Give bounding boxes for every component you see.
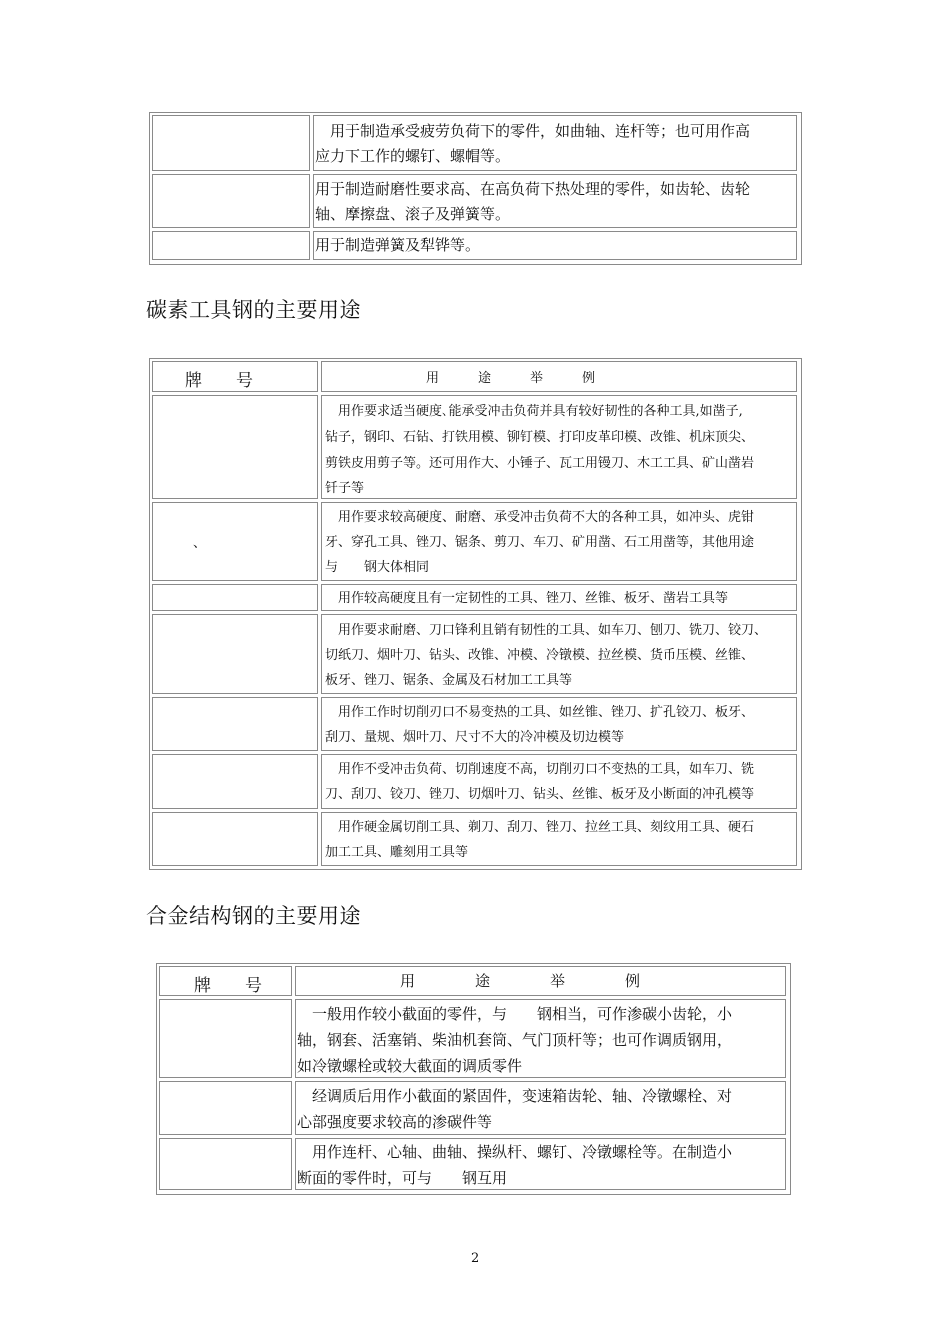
table-2-grade-cell-2 bbox=[152, 502, 318, 581]
header-grade-label: 牌 号 bbox=[185, 371, 253, 391]
table-1-use-cell-3 bbox=[313, 231, 797, 260]
table-1-use-cell-2 bbox=[313, 174, 797, 228]
use-line: 用作要求耐磨、刀口锋利且销有韧性的工具、如车刀、刨刀、铣刀、铰刀、 bbox=[325, 623, 768, 638]
use-line: 加工工具、雕刻用工具等 bbox=[325, 845, 469, 860]
table-1-grade-cell-1 bbox=[152, 115, 310, 171]
use-line: 用作要求适当硬度､能承受冲击负荷并具有较好韧性的各种工具,如凿子, bbox=[325, 404, 743, 419]
table-2-use-cell-4 bbox=[321, 614, 797, 694]
table-3-grade-cell-1 bbox=[159, 999, 292, 1078]
use-line: 心部强度要求较高的渗碳件等 bbox=[297, 1113, 493, 1131]
header-use-label: 用 途 举 例 bbox=[426, 371, 596, 386]
use-line: 用于制造弹簧及犁铧等。 bbox=[315, 236, 481, 254]
table-2-grade-cell-7 bbox=[152, 812, 318, 866]
use-line: 用作较高硬度且有一定韧性的工具、锉刀、丝锥、板牙、凿岩工具等 bbox=[325, 591, 729, 606]
table-2-use-cell-5 bbox=[321, 697, 797, 751]
use-line: 轴、摩擦盘、滚子及弹簧等。 bbox=[315, 205, 511, 223]
use-line: 牙、穿孔工具、锉刀、锯条、剪刀、车刀、矿用凿、石工用凿等，其他用途 bbox=[325, 535, 755, 550]
grade-text: 、 bbox=[193, 536, 207, 551]
table-2-grade-cell-5 bbox=[152, 697, 318, 751]
table-2-grade-cell-6 bbox=[152, 754, 318, 809]
use-line: 轴，钢套、活塞销、柴油机套筒、气门顶杆等；也可作调质钢用， bbox=[297, 1031, 733, 1049]
table-3-grade-cell-3 bbox=[159, 1138, 292, 1190]
table-2-grade-cell-1 bbox=[152, 395, 318, 499]
use-line: 板牙、锉刀、锯条、金属及石材加工工具等 bbox=[325, 673, 573, 688]
table-2-header-grade bbox=[152, 361, 318, 392]
use-line: 用于制造耐磨性要求高、在高负荷下热处理的零件，如齿轮、齿轮 bbox=[315, 180, 751, 198]
table-1-grade-cell-2 bbox=[152, 174, 310, 228]
use-line: 如冷镦螺栓或较大截面的调质零件 bbox=[297, 1057, 523, 1075]
table-2-use-cell-6 bbox=[321, 754, 797, 809]
use-line: 钎子等 bbox=[325, 481, 365, 496]
table-2-use-cell-1 bbox=[321, 395, 797, 499]
use-line: 用于制造承受疲劳负荷下的零件，如曲轴、连杆等；也可用作高 bbox=[315, 122, 751, 140]
use-line: 钻子，钢印、石钻、打铁用模、铆钉模、打印皮革印模、改锥、机床顶尖、 bbox=[325, 430, 755, 445]
table-2-grade-cell-3 bbox=[152, 584, 318, 611]
use-line: 经调质后用作小截面的紧固件，变速箱齿轮、轴、冷镦螺栓、对 bbox=[297, 1087, 733, 1105]
section-title-alloy-structural-steel: 合金结构钢的主要用途 bbox=[146, 904, 361, 928]
table-3-use-cell-3 bbox=[295, 1138, 786, 1190]
use-line: 与 钢大体相同 bbox=[325, 560, 430, 575]
table-2-use-cell-7 bbox=[321, 812, 797, 866]
table-3-grade-cell-2 bbox=[159, 1081, 292, 1135]
use-line: 用作不受冲击负荷、切削速度不高，切削刃口不变热的工具，如车刀、铣 bbox=[325, 762, 755, 777]
table-1-use-cell-1 bbox=[313, 115, 797, 171]
table-3-header-use bbox=[295, 966, 786, 996]
use-line: 切纸刀、烟叶刀、钻头、改锥、冲模、冷镦模、拉丝模、货币压模、丝锥、 bbox=[325, 648, 755, 663]
table-3-use-cell-2 bbox=[295, 1081, 786, 1135]
use-line: 刀、刮刀、铰刀、锉刀、切烟叶刀、钻头、丝锥、板牙及小断面的冲孔模等 bbox=[325, 787, 755, 802]
use-line: 断面的零件时，可与 钢互用 bbox=[297, 1169, 508, 1187]
table-1 bbox=[149, 112, 802, 265]
table-2-grade-cell-4 bbox=[152, 614, 318, 694]
header-use-label: 用 途 举 例 bbox=[400, 972, 641, 990]
use-line: 用作要求较高硬度、耐磨、承受冲击负荷不大的各种工具，如冲头、虎钳 bbox=[325, 510, 755, 525]
table-2-use-cell-3 bbox=[321, 584, 797, 611]
table-3 bbox=[156, 963, 791, 1195]
section-title-carbon-tool-steel: 碳素工具钢的主要用途 bbox=[146, 298, 361, 322]
use-line: 用作连杆、心轴、曲轴、操纵杆、螺钉、冷镦螺栓等。在制造小 bbox=[297, 1143, 733, 1161]
table-3-header-grade bbox=[159, 966, 292, 996]
use-line: 剪铁皮用剪子等。还可用作大、小锤子、瓦工用镘刀、木工工具、矿山凿岩 bbox=[325, 456, 755, 471]
table-1-grade-cell-3 bbox=[152, 231, 310, 260]
table-3-use-cell-1 bbox=[295, 999, 786, 1078]
page-number: 2 bbox=[471, 1251, 480, 1266]
use-line: 用作工作时切削刃口不易变热的工具、如丝锥、锉刀、扩孔铰刀、板牙、 bbox=[325, 705, 755, 720]
table-2-use-cell-2 bbox=[321, 502, 797, 581]
use-line: 刮刀、量规、烟叶刀、尺寸不大的冷冲模及切边模等 bbox=[325, 730, 625, 745]
use-line: 应力下工作的螺钉、螺帽等。 bbox=[315, 147, 511, 165]
use-line: 用作硬金属切削工具、剃刀、刮刀、锉刀、拉丝工具、刻纹用工具、硬石 bbox=[325, 820, 755, 835]
table-2 bbox=[149, 358, 802, 870]
header-grade-label: 牌 号 bbox=[194, 976, 262, 996]
use-line: 一般用作较小截面的零件，与 钢相当，可作渗碳小齿轮，小 bbox=[297, 1005, 733, 1023]
table-2-header-use bbox=[321, 361, 797, 392]
